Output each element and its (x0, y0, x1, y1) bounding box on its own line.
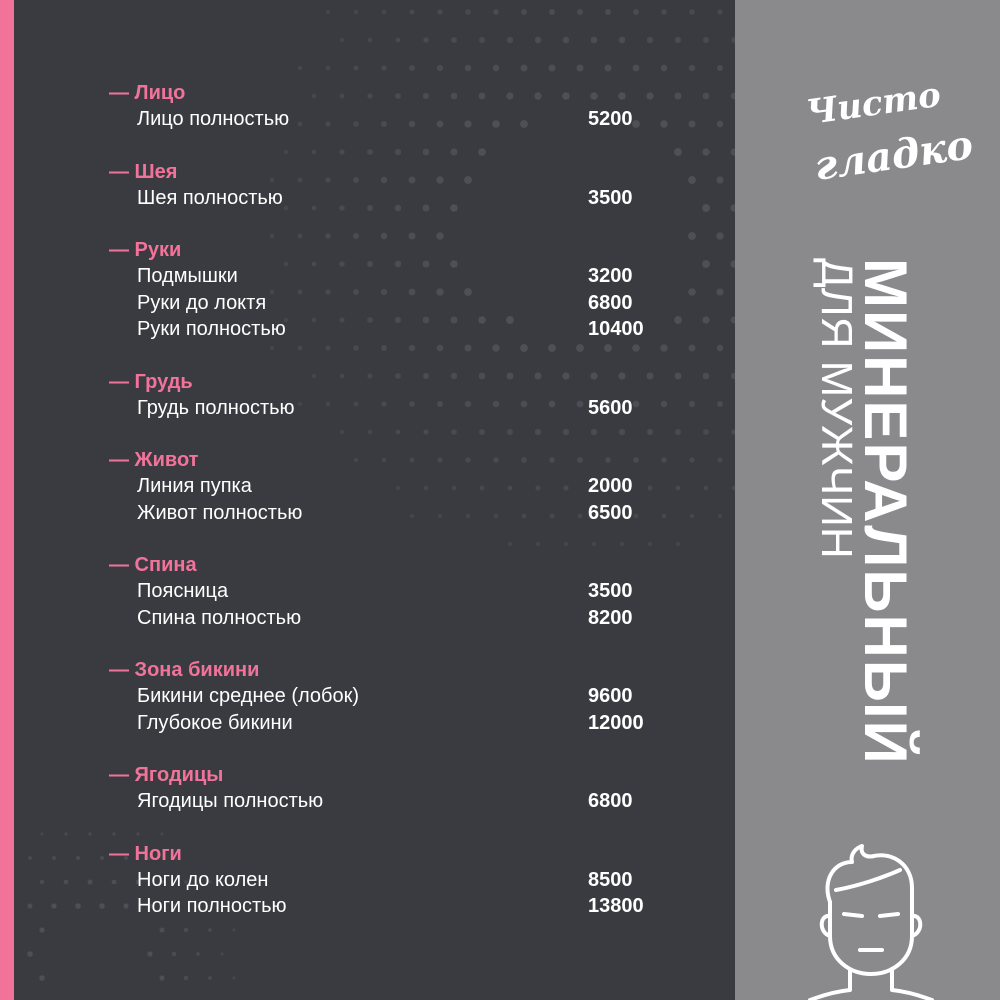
price-row (109, 710, 709, 737)
service-price: 3200 (588, 265, 633, 287)
section-title: — Шея (109, 160, 178, 183)
section-title: — Лицо (109, 82, 186, 104)
accent-stripe (0, 0, 14, 1000)
service-name: Подмышки (137, 265, 238, 287)
service-name: Руки полностью (137, 318, 286, 340)
service-price: 8500 (588, 868, 633, 891)
section-title: — Зона бикини (109, 659, 260, 681)
price-row (109, 290, 709, 317)
price-section (109, 237, 709, 343)
service-name: Лицо полностью (137, 108, 290, 130)
price-section (109, 159, 709, 212)
service-name: Ноги до колен (137, 868, 269, 891)
service-name: Бикини среднее (лобок) (137, 685, 359, 707)
price-row (109, 893, 709, 920)
price-row (109, 500, 709, 527)
price-row (109, 788, 709, 815)
service-name: Поясница (137, 580, 229, 602)
section-title: — Ягодицы (109, 764, 224, 786)
service-name: Живот полностью (137, 501, 303, 524)
price-row (109, 185, 709, 212)
price-section (109, 552, 709, 631)
service-price: 3500 (588, 186, 633, 209)
price-row (109, 395, 709, 422)
man-face-icon (800, 840, 940, 1000)
service-name: Спина полностью (137, 606, 302, 629)
price-row (109, 867, 709, 894)
price-panel (14, 0, 735, 1000)
service-name: Глубокое бикини (137, 711, 293, 734)
price-section (109, 369, 709, 422)
service-price: 6800 (588, 291, 633, 314)
logo-line-1: Чисто (803, 74, 944, 134)
service-price: 3500 (588, 580, 633, 602)
service-price: 12000 (588, 711, 644, 734)
service-name: Линия пупка (137, 475, 252, 497)
service-price: 9600 (588, 685, 633, 707)
price-row (109, 578, 709, 605)
price-row (109, 473, 709, 500)
service-price: 10400 (588, 318, 644, 340)
price-section (109, 841, 709, 920)
price-row (109, 316, 709, 343)
price-section (109, 447, 709, 526)
section-title: — Руки (109, 239, 182, 261)
service-name: Руки до локтя (137, 291, 267, 314)
service-name: Ноги полностью (137, 895, 287, 917)
page-subtitle: ДЛЯ МУЖЧИН (812, 258, 861, 559)
service-name: Ягодицы полностью (137, 790, 324, 812)
service-name: Шея полностью (137, 186, 283, 209)
price-row (109, 683, 709, 710)
section-title: — Ноги (109, 842, 182, 865)
service-price: 13800 (588, 895, 644, 917)
service-price: 2000 (588, 475, 633, 497)
service-price: 8200 (588, 606, 633, 629)
page-title: МИНЕРАЛЬНЫЙ (852, 258, 919, 766)
price-row (109, 263, 709, 290)
price-list (109, 80, 709, 946)
price-row (109, 106, 709, 133)
service-name: Грудь полностью (137, 396, 295, 419)
section-title: — Грудь (109, 370, 193, 393)
price-section (109, 80, 709, 133)
brand-logo (803, 74, 976, 200)
price-section (109, 762, 709, 815)
section-title: — Спина (109, 554, 197, 576)
price-section (109, 657, 709, 736)
service-price: 6500 (588, 501, 633, 524)
service-price: 6800 (588, 790, 633, 812)
service-price: 5600 (588, 396, 633, 419)
price-row (109, 605, 709, 632)
service-price: 5200 (588, 108, 633, 130)
section-title: — Живот (109, 449, 199, 471)
logo-line-2: гладко (811, 121, 976, 190)
